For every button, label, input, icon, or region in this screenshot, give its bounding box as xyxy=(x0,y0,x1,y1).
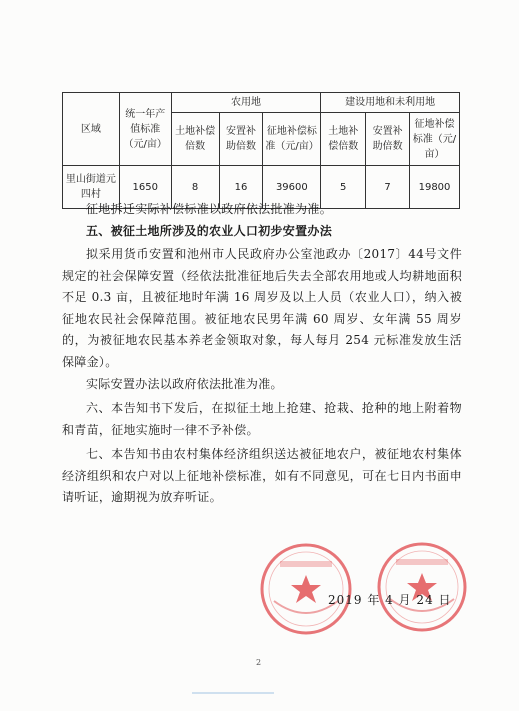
header-build-standard: 征地补偿标准（元/亩） xyxy=(410,113,460,166)
header-farm-resettle-multiple: 安置补助倍数 xyxy=(219,113,263,166)
page-number: 2 xyxy=(256,658,262,667)
cell-build-standard: 19800 xyxy=(410,166,460,209)
paragraph-section-6: 六、本告知书下发后，在拟征土地上抢建、抢栽、抢种的地上附着物和青苗，征地实施时一律不予补偿。 xyxy=(62,401,462,437)
header-construction-land: 建设用地和未利用地 xyxy=(321,93,460,113)
paragraph-resettlement: 拟采用货币安置和池州市人民政府办公室池政办〔2017〕44号文件规定的社会保障安置（经依法批准征地后失去全部农用地或人均耕地面积不足 0.3 亩，且被征地时年满 16 周岁及以上人员（农业人口），纳入被征地农民社会保障范围。被征地农民男年满 60 周岁、女年满 55 周岁的，为被征地农民基本养老金领取对象，每人每月 254 元标准发放生活保障金）。 xyxy=(62,247,462,369)
section-heading-5: 五、被征土地所涉及的农业人口初步安置办法 xyxy=(86,224,333,238)
paragraph-resettlement-note: 实际安置办法以政府依法批准为准。 xyxy=(86,377,283,391)
header-region: 区域 xyxy=(63,93,120,166)
header-farm-standard: 征地补偿标准（元/亩） xyxy=(263,113,321,166)
cell-build-resettle: 7 xyxy=(366,166,410,209)
cell-farm-resettle: 16 xyxy=(219,166,263,209)
cell-farm-standard: 39600 xyxy=(263,166,321,209)
official-seal-left xyxy=(258,541,354,637)
cell-region: 里山街道元四村 xyxy=(63,166,120,209)
cell-aav: 1650 xyxy=(119,166,171,209)
compensation-table xyxy=(62,92,460,209)
header-farmland: 农用地 xyxy=(171,93,321,113)
cell-build-land: 5 xyxy=(321,166,366,209)
header-build-resettle-multiple: 安置补助倍数 xyxy=(366,113,410,166)
document-date: 2019 年 4 月 24 日 xyxy=(328,593,452,607)
cell-farm-land: 8 xyxy=(171,166,219,209)
paragraph-section-7: 七、本告知书由农村集体经济组织送达被征地农户，被征地农村集体经济组织和农户对以上征地补偿标准，如有不同意见，可在七日内书面申请听证，逾期视为放弃听证。 xyxy=(62,447,462,504)
header-build-land-multiple: 土地补偿倍数 xyxy=(321,113,366,166)
footer-divider xyxy=(192,692,274,694)
header-farm-land-multiple: 土地补偿倍数 xyxy=(171,113,219,166)
header-aav: 统一年产值标准（元/亩） xyxy=(119,93,171,166)
official-seal-right xyxy=(375,540,469,634)
paragraph-compensation-note: 征地拆迁实际补偿标准以政府依法批准为准。 xyxy=(86,202,333,216)
